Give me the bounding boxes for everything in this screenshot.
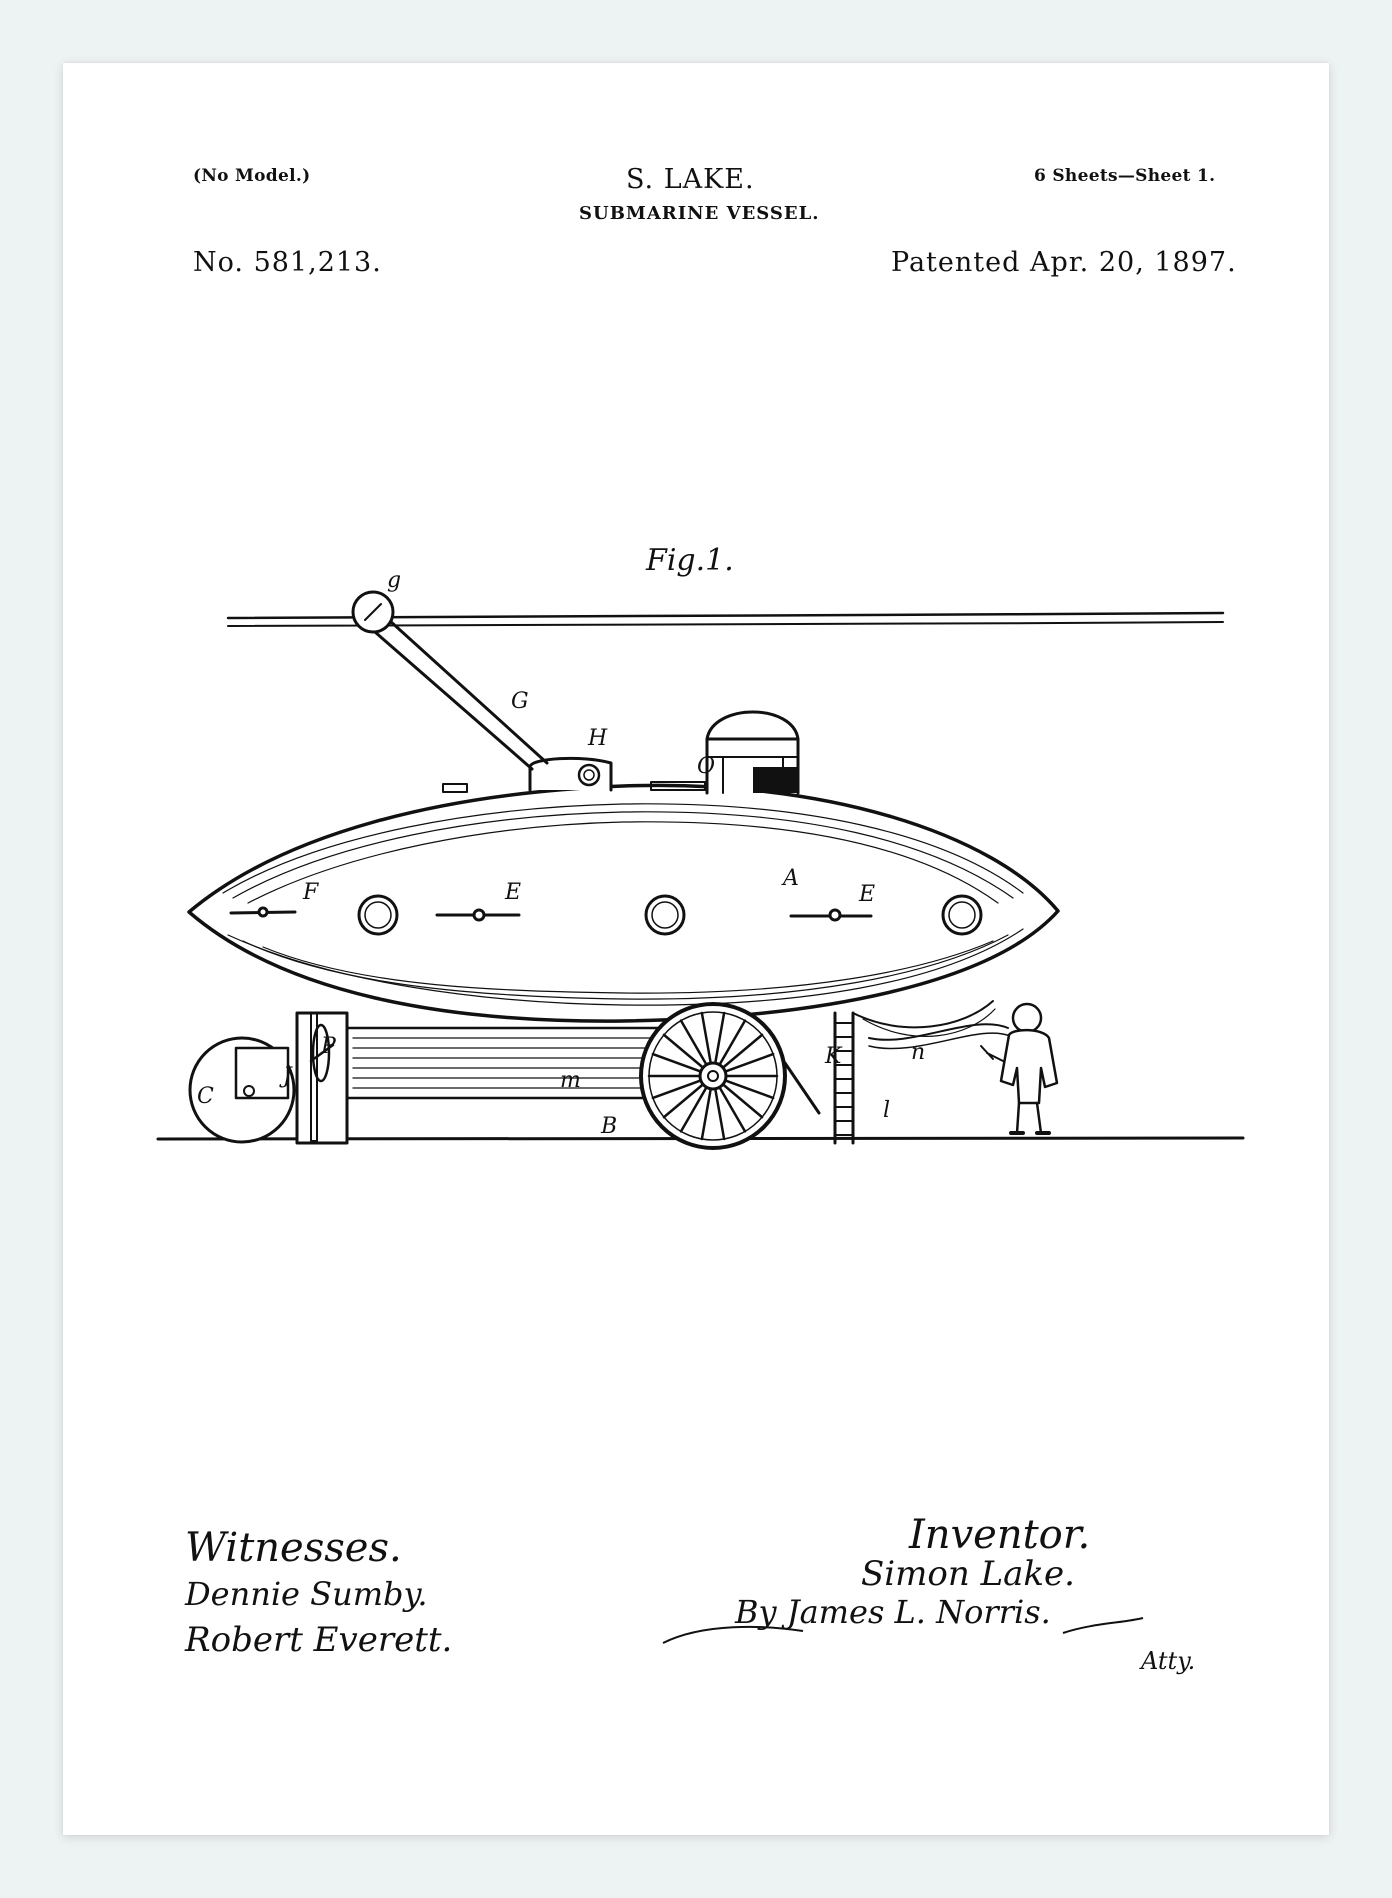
label-E1: E (505, 880, 522, 905)
no-model-label: (No Model.) (193, 166, 311, 186)
hull (189, 785, 1058, 1021)
witness-signature-1: Dennie Sumby. (185, 1575, 428, 1613)
inventor-signature: Simon Lake. (861, 1554, 1075, 1594)
front-support (297, 1013, 347, 1143)
atty-label: Atty. (1141, 1647, 1196, 1675)
sheet-count-label: 6 Sheets—Sheet 1. (1034, 166, 1216, 186)
label-B: B (601, 1114, 618, 1139)
witnesses-label: Witnesses. (185, 1525, 402, 1571)
label-I: I (769, 766, 778, 791)
label-O: O (697, 754, 716, 779)
patent-title: SUBMARINE VESSEL. (579, 203, 820, 224)
label-g: g (387, 568, 402, 593)
label-l: l (883, 1098, 891, 1123)
patent-sheet (63, 63, 1329, 1835)
label-G: G (511, 689, 529, 714)
inventor-name-heading: S. LAKE. (626, 164, 755, 195)
label-C: C (197, 1084, 214, 1109)
label-n: n (911, 1040, 926, 1065)
label-A: A (783, 866, 799, 891)
label-m: m (560, 1068, 581, 1093)
attorney-signature: By James L. Norris. (735, 1593, 1051, 1631)
patent-number: No. 581,213. (193, 247, 382, 278)
strut-K (785, 1063, 819, 1113)
inventor-label: Inventor. (909, 1512, 1091, 1558)
label-P: P (321, 1034, 336, 1059)
patent-date: Patented Apr. 20, 1897. (891, 247, 1237, 278)
diver (981, 1004, 1057, 1133)
submarine-drawing (63, 63, 1329, 1835)
witness-signature-2: Robert Everett. (185, 1620, 453, 1660)
label-F: F (303, 880, 319, 905)
figure-caption: Fig.1. (646, 543, 734, 578)
air-hose (869, 1024, 1008, 1040)
label-E2: E (859, 882, 876, 907)
label-K: K (825, 1044, 842, 1069)
label-H: H (588, 726, 608, 751)
label-J: J (283, 1064, 292, 1089)
